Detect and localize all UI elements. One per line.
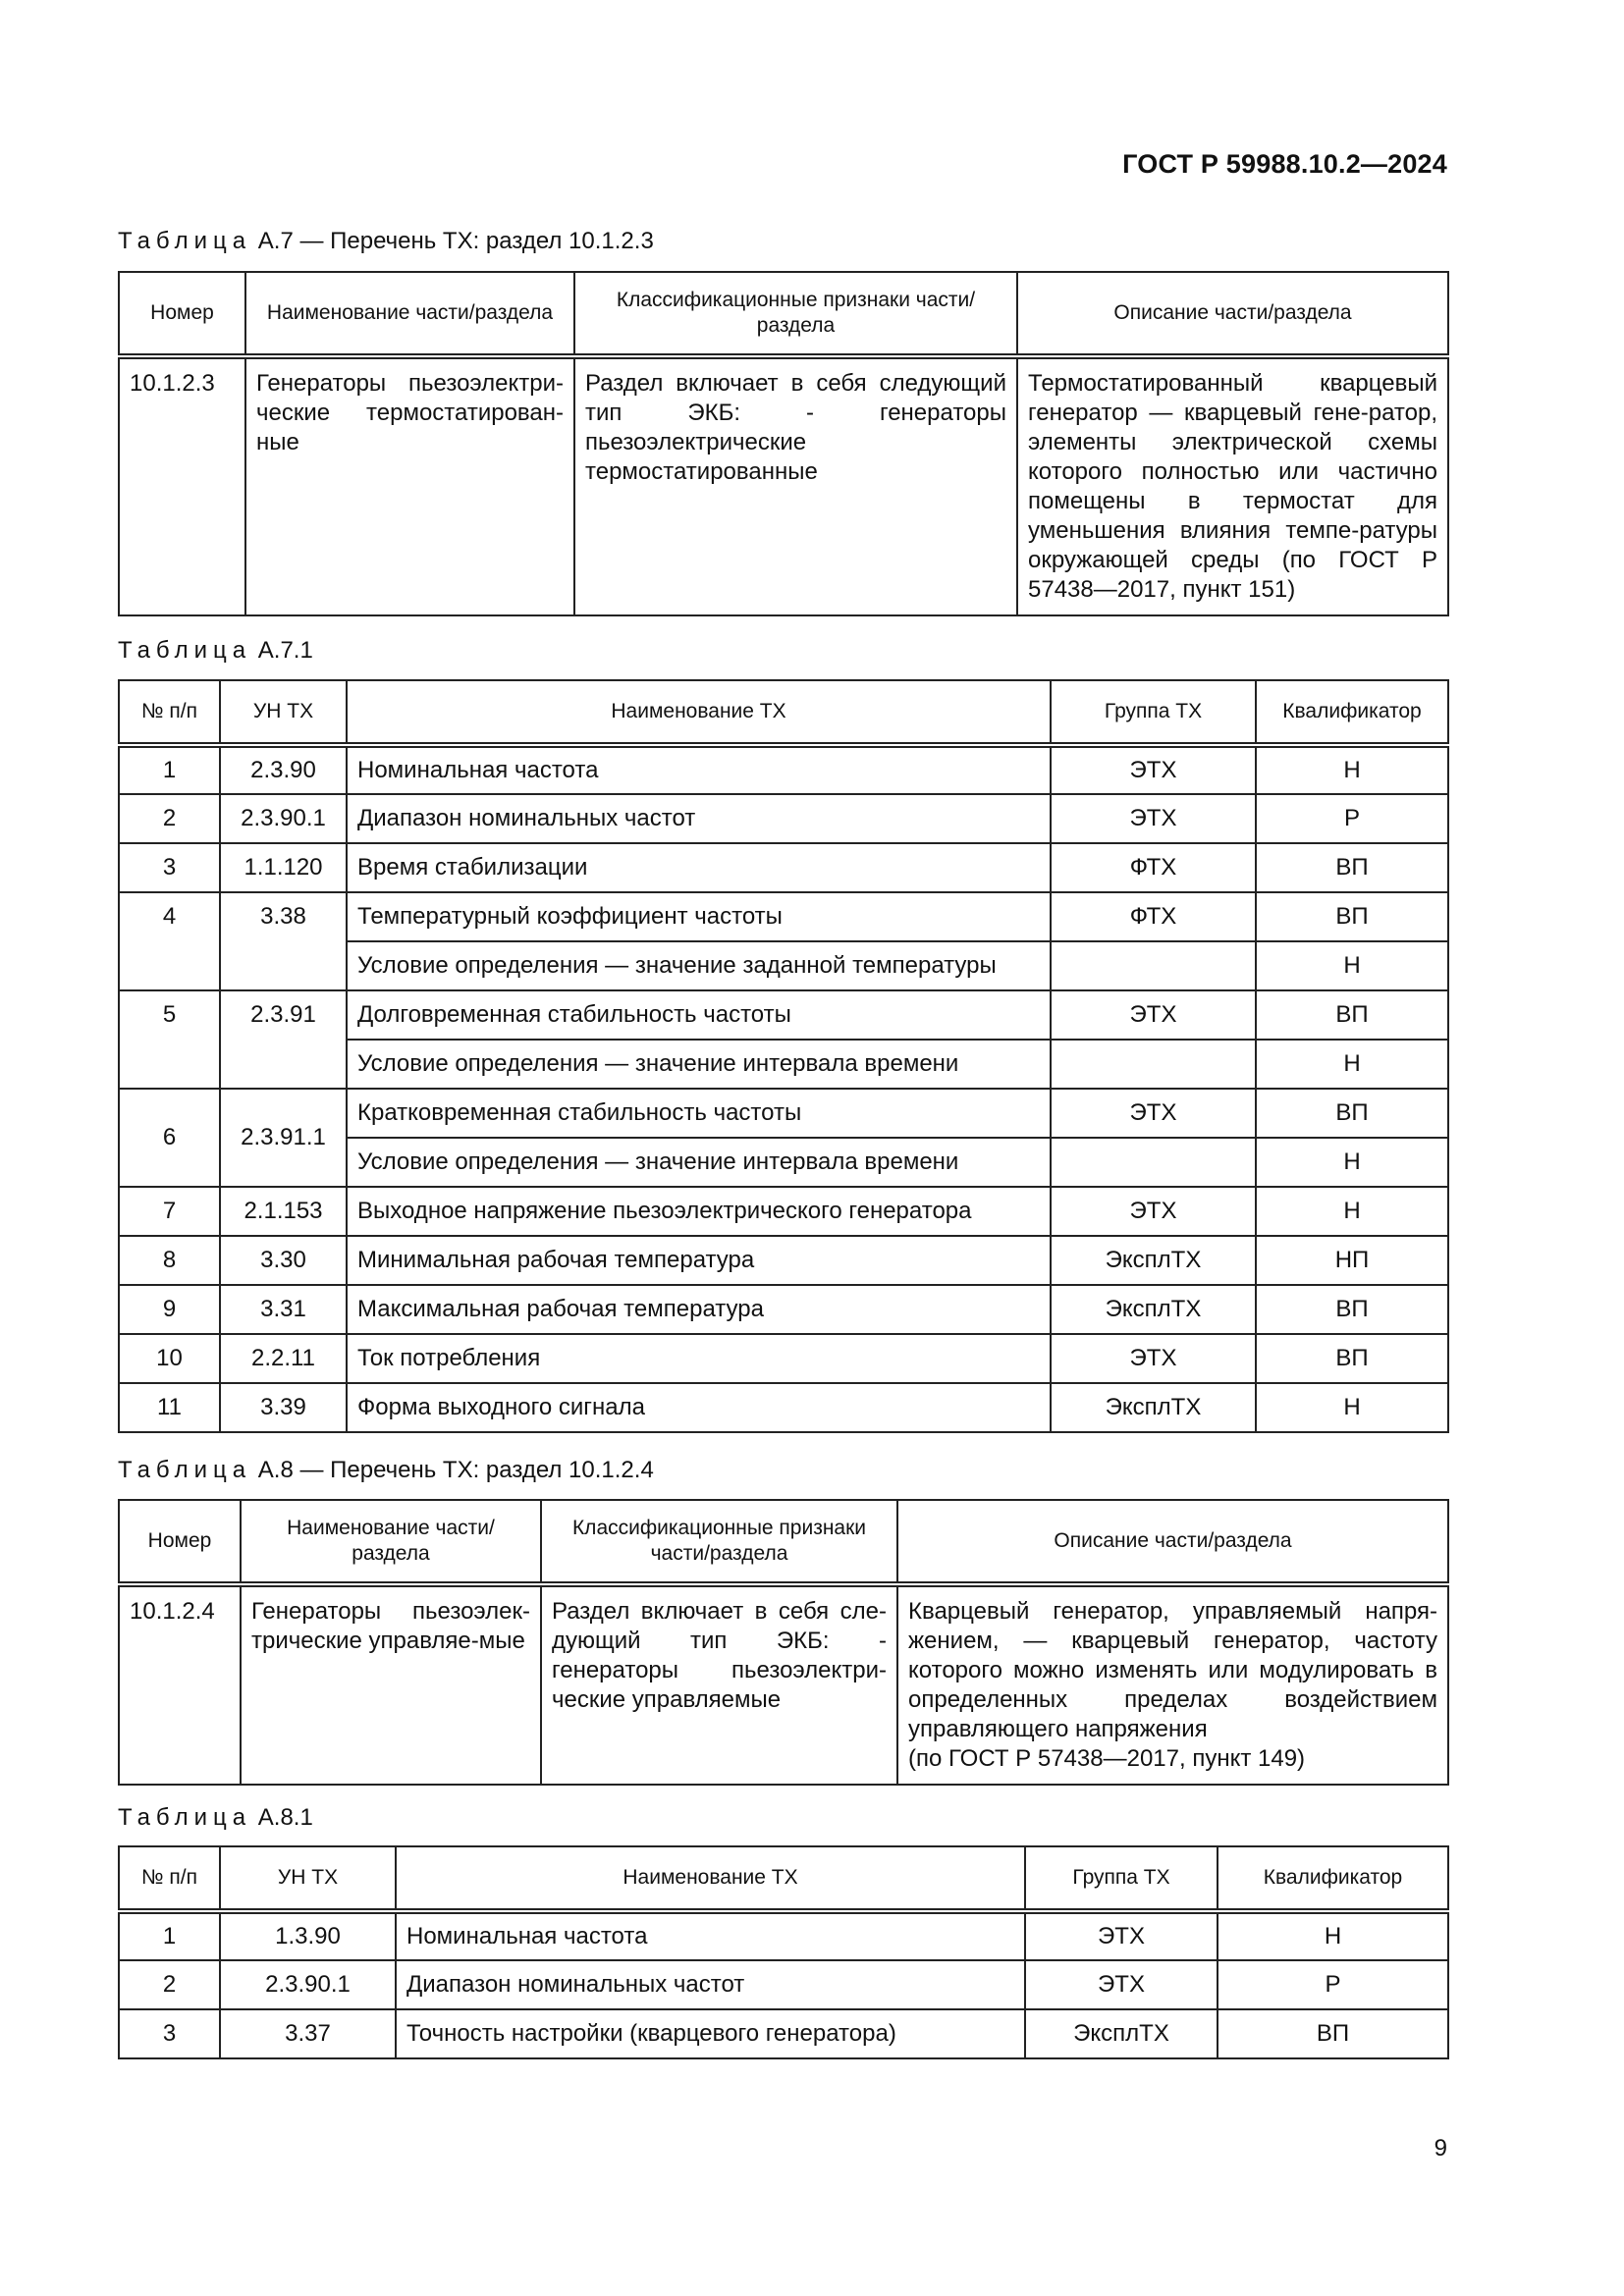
row-qualifier: Н	[1256, 1138, 1448, 1187]
row-number: 2	[119, 794, 220, 843]
table-header-cell: УН ТХ	[220, 680, 347, 745]
table-row	[119, 1236, 1448, 1285]
row-qualifier: ВП	[1256, 990, 1448, 1040]
row-code: 3.38	[220, 892, 347, 990]
row-qualifier: ВП	[1218, 2009, 1448, 2058]
table-header-cell: Описание части/раздела	[1017, 272, 1448, 356]
row-name: Максимальная рабочая температура	[347, 1285, 1051, 1334]
row-code: 2.3.90.1	[220, 794, 347, 843]
row-qualifier: Н	[1256, 941, 1448, 990]
row-qualifier: Н	[1256, 1187, 1448, 1236]
row-code: 3.39	[220, 1383, 347, 1432]
section-name: Генераторы пьезоэлектри-ческие термостатирован-ные	[245, 356, 574, 615]
row-name: Ток потребления	[347, 1334, 1051, 1383]
table-header-cell: Описание части/раздела	[897, 1500, 1448, 1584]
caption-table-a81	[118, 1804, 313, 1832]
table-row	[119, 1285, 1448, 1334]
row-qualifier: ВП	[1256, 1089, 1448, 1138]
row-code: 2.3.90.1	[220, 1960, 396, 2009]
table-header-cell: Классификационные признаки части/раздела	[541, 1500, 897, 1584]
table-row	[119, 843, 1448, 892]
table-row	[119, 1334, 1448, 1383]
caption-word: Таблица	[118, 1457, 252, 1483]
row-number: 10	[119, 1334, 220, 1383]
row-code: 3.30	[220, 1236, 347, 1285]
row-group: ЭТХ	[1051, 1089, 1256, 1138]
row-group: ЭТХ	[1051, 990, 1256, 1040]
description-reference: (по ГОСТ Р 57438—2017, пункт 149)	[908, 1745, 1306, 1772]
table-row	[119, 1911, 1448, 1960]
row-group: ФТХ	[1051, 892, 1256, 941]
row-group: ЭксплТХ	[1025, 2009, 1218, 2058]
row-group: ЭТХ	[1051, 745, 1256, 794]
table-header-cell: Классификационные признаки части/ раздела	[574, 272, 1017, 356]
caption-word: Таблица	[118, 637, 252, 664]
caption-word: Таблица	[118, 1804, 252, 1831]
table-header-cell: Номер	[119, 1500, 241, 1584]
document-header: ГОСТ Р 59988.10.2—2024	[1122, 149, 1447, 179]
row-group: ЭТХ	[1051, 1334, 1256, 1383]
section-number: 10.1.2.4	[119, 1584, 241, 1785]
row-name: Диапазон номинальных частот	[347, 794, 1051, 843]
row-qualifier: Н	[1256, 745, 1448, 794]
row-name: Диапазон номинальных частот	[396, 1960, 1025, 2009]
table-header-cell: Группа ТХ	[1025, 1846, 1218, 1911]
row-qualifier: Н	[1256, 1040, 1448, 1089]
row-name: Кратковременная стабильность частоты	[347, 1089, 1051, 1138]
section-name: Генераторы пьезоэлек-трические управляе-мые	[241, 1584, 541, 1785]
row-code: 2.1.153	[220, 1187, 347, 1236]
row-qualifier: НП	[1256, 1236, 1448, 1285]
section-number: 10.1.2.3	[119, 356, 245, 615]
table-header-cell: УН ТХ	[220, 1846, 396, 1911]
row-name: Точность настройки (кварцевого генератора)	[396, 2009, 1025, 2058]
row-group: ЭТХ	[1025, 1960, 1218, 2009]
caption-table-a71	[118, 637, 313, 665]
row-name: Форма выходного сигнала	[347, 1383, 1051, 1432]
caption-text: А.7.1	[257, 637, 313, 664]
section-classification: Раздел включает в себя следующий тип ЭКБ: - генераторы пьезоэлектрические термостатированные	[574, 356, 1017, 615]
row-name: Минимальная рабочая температура	[347, 1236, 1051, 1285]
table-row	[119, 1960, 1448, 2009]
section-description: Термостатированный кварцевый генератор — кварцевый гене-ратор, элементы электрической схемы которого полностью или частично помещены в термостат для уменьшения влияния темпе-ратуры окружающей среды (по ГОСТ Р 57438—2017, пункт 151)	[1017, 356, 1448, 615]
row-code: 2.3.91	[220, 990, 347, 1089]
row-code: 3.37	[220, 2009, 396, 2058]
row-number: 6	[119, 1089, 220, 1187]
table-header-cell: Номер	[119, 272, 245, 356]
row-name: Температурный коэффициент частоты	[347, 892, 1051, 941]
row-number: 9	[119, 1285, 220, 1334]
row-code: 1.3.90	[220, 1911, 396, 1960]
row-number: 3	[119, 2009, 220, 2058]
row-name: Выходное напряжение пьезоэлектрического генератора	[347, 1187, 1051, 1236]
row-number: 3	[119, 843, 220, 892]
row-name: Номинальная частота	[396, 1911, 1025, 1960]
table-header-cell: Группа ТХ	[1051, 680, 1256, 745]
caption-text: А.8.1	[257, 1804, 313, 1831]
table-header-cell: Квалификатор	[1218, 1846, 1448, 1911]
row-number: 8	[119, 1236, 220, 1285]
table-header-cell: Наименование ТХ	[396, 1846, 1025, 1911]
table-row	[119, 745, 1448, 794]
row-qualifier: ВП	[1256, 1285, 1448, 1334]
row-number: 4	[119, 892, 220, 990]
table-header-cell: Наименование части/ раздела	[241, 1500, 541, 1584]
description-text: Кварцевый генератор, управляемый напря-жением, — кварцевый генератор, частоту которого можно изменять или модулировать в определенных пределах воздействием управляющего напряжения	[908, 1598, 1437, 1742]
row-group: ЭксплТХ	[1051, 1236, 1256, 1285]
row-group: ЭТХ	[1025, 1911, 1218, 1960]
table-row	[119, 990, 1448, 1040]
row-group: ЭТХ	[1051, 1187, 1256, 1236]
row-number: 7	[119, 1187, 220, 1236]
page-number: 9	[1434, 2135, 1447, 2162]
row-code: 2.3.91.1	[220, 1089, 347, 1187]
row-qualifier: Р	[1218, 1960, 1448, 2009]
table-row	[119, 892, 1448, 941]
row-qualifier: Р	[1256, 794, 1448, 843]
row-qualifier: ВП	[1256, 843, 1448, 892]
table-row	[119, 1089, 1448, 1138]
row-qualifier: Н	[1256, 1383, 1448, 1432]
row-group: ЭТХ	[1051, 794, 1256, 843]
caption-table-a7	[118, 228, 654, 255]
table-a81	[118, 1845, 1449, 2059]
table-header-cell: Квалификатор	[1256, 680, 1448, 745]
row-number: 1	[119, 745, 220, 794]
table-header-cell: № п/п	[119, 680, 220, 745]
table-a8	[118, 1499, 1449, 1786]
row-code: 3.31	[220, 1285, 347, 1334]
row-condition: Условие определения — значение интервала времени	[347, 1040, 1051, 1089]
caption-text: А.8 — Перечень ТХ: раздел 10.1.2.4	[257, 1457, 654, 1483]
table-header-cell: Наименование ТХ	[347, 680, 1051, 745]
row-code: 2.2.11	[220, 1334, 347, 1383]
caption-word: Таблица	[118, 228, 252, 254]
row-number: 5	[119, 990, 220, 1089]
row-number: 11	[119, 1383, 220, 1432]
row-name: Долговременная стабильность частоты	[347, 990, 1051, 1040]
row-code: 1.1.120	[220, 843, 347, 892]
row-condition: Условие определения — значение интервала времени	[347, 1138, 1051, 1187]
row-group: ЭксплТХ	[1051, 1383, 1256, 1432]
table-a7	[118, 271, 1449, 616]
table-header-cell: Наименование части/раздела	[245, 272, 574, 356]
row-qualifier: ВП	[1256, 892, 1448, 941]
table-header-cell: № п/п	[119, 1846, 220, 1911]
row-condition: Условие определения — значение заданной температуры	[347, 941, 1051, 990]
table-row	[119, 2009, 1448, 2058]
row-name: Номинальная частота	[347, 745, 1051, 794]
row-qualifier: Н	[1218, 1911, 1448, 1960]
section-description	[897, 1584, 1448, 1785]
row-code: 2.3.90	[220, 745, 347, 794]
section-classification: Раздел включает в себя сле-дующий тип ЭКБ: - генераторы пьезоэлектри-ческие управляемые	[541, 1584, 897, 1785]
row-qualifier: ВП	[1256, 1334, 1448, 1383]
row-group	[1051, 941, 1256, 990]
row-group	[1051, 1040, 1256, 1089]
row-group	[1051, 1138, 1256, 1187]
row-number: 1	[119, 1911, 220, 1960]
caption-table-a8	[118, 1457, 654, 1484]
caption-text: А.7 — Перечень ТХ: раздел 10.1.2.3	[257, 228, 654, 254]
row-number: 2	[119, 1960, 220, 2009]
table-row	[119, 1383, 1448, 1432]
row-group: ФТХ	[1051, 843, 1256, 892]
row-name: Время стабилизации	[347, 843, 1051, 892]
table-a71	[118, 679, 1449, 1433]
table-row	[119, 794, 1448, 843]
row-group: ЭксплТХ	[1051, 1285, 1256, 1334]
table-row	[119, 1187, 1448, 1236]
